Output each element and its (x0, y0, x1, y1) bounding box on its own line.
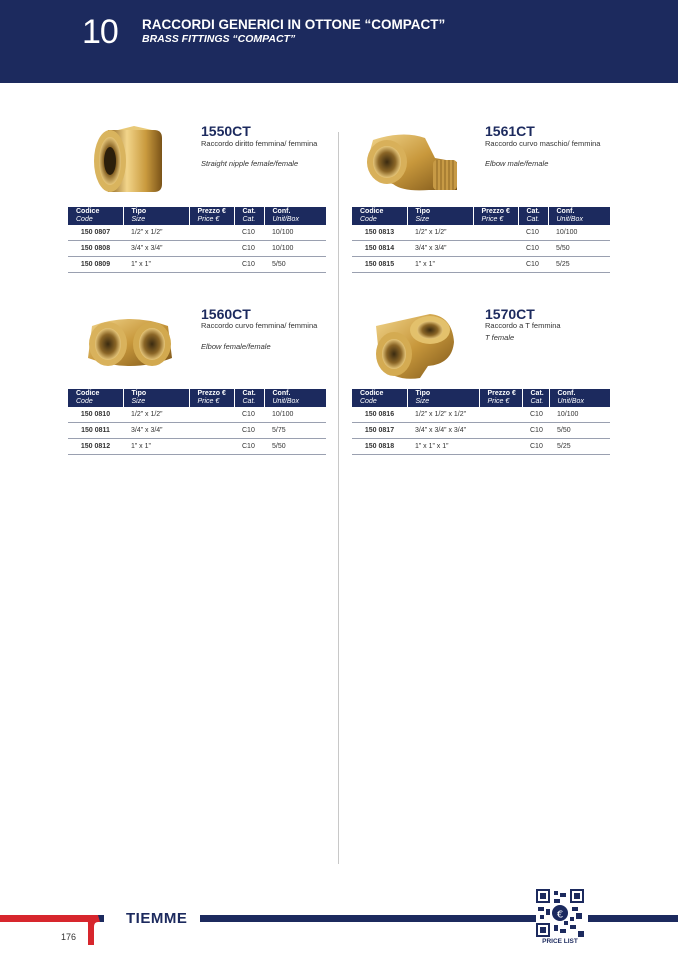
cell-cat: C10 (522, 439, 549, 455)
product-code: 1550CT (201, 123, 251, 139)
cell-size: 3/4” x 3/4” x 3/4” (407, 423, 479, 439)
cell-code: 150 0811 (68, 423, 123, 439)
cell-cat: C10 (518, 257, 548, 273)
chapter-title-it: RACCORDI GENERICI IN OTTONE “COMPACT” (142, 17, 446, 32)
col-size-header: Tipo Size (407, 207, 473, 225)
cell-cat: C10 (234, 257, 264, 273)
price-list-label: PRICE LIST (542, 938, 578, 945)
product-description-it: Raccordo curvo maschio/ femmina (485, 139, 601, 148)
cell-price (189, 241, 234, 257)
table-row (352, 225, 610, 241)
cell-code: 150 0816 (352, 407, 407, 423)
cell-price (189, 257, 234, 273)
cell-code: 150 0809 (68, 257, 123, 273)
cell-cat: C10 (518, 241, 548, 257)
cell-size: 3/4” x 3/4” (123, 423, 189, 439)
product-code: 1561CT (485, 123, 535, 139)
cell-cat: C10 (234, 225, 264, 241)
cell-box: 10/100 (264, 407, 326, 423)
chapter-title-en: BRASS FITTINGS “COMPACT” (142, 33, 296, 45)
cell-box: 5/50 (549, 423, 610, 439)
cell-price (473, 225, 518, 241)
product-description-it: Raccordo curvo femmina/ femmina (201, 321, 318, 330)
table-row (352, 423, 610, 439)
footer-curve-decoration (86, 915, 104, 945)
product-table (352, 207, 610, 273)
cell-box: 10/100 (264, 241, 326, 257)
cell-size: 3/4” x 3/4” (407, 241, 473, 257)
svg-text:€: € (556, 909, 564, 921)
col-price-header: Prezzo € Price € (189, 389, 234, 407)
col-cat-header: Cat. Cat. (234, 389, 264, 407)
table-row (68, 423, 326, 439)
cell-cat: C10 (522, 407, 549, 423)
brass-elbow-male-female-image (363, 128, 461, 196)
cell-size: 1/2” x 1/2” (407, 225, 473, 241)
table-row (68, 257, 326, 273)
col-size-header: Tipo Size (123, 207, 189, 225)
col-cat-header: Cat. Cat. (234, 207, 264, 225)
cell-price (473, 241, 518, 257)
cell-price (473, 257, 518, 273)
column-divider (338, 132, 339, 864)
cell-cat: C10 (234, 241, 264, 257)
cell-code: 150 0814 (352, 241, 407, 257)
col-cat-header: Cat. Cat. (522, 389, 549, 407)
brand-logo: TIEMME (126, 910, 188, 927)
cell-code: 150 0815 (352, 257, 407, 273)
cell-box: 5/50 (264, 257, 326, 273)
product-table (68, 389, 326, 455)
cell-price (189, 225, 234, 241)
chapter-header (0, 0, 678, 83)
cell-code: 150 0810 (68, 407, 123, 423)
cell-price (189, 407, 234, 423)
table-row (352, 407, 610, 423)
cell-cat: C10 (518, 225, 548, 241)
col-size-header: Tipo Size (407, 389, 479, 407)
cell-box: 10/100 (549, 407, 610, 423)
cell-size: 1/2” x 1/2” (123, 225, 189, 241)
product-table (352, 389, 610, 455)
cell-price (479, 423, 522, 439)
brass-elbow-female-female-image (84, 312, 176, 374)
col-cat-header: Cat. Cat. (518, 207, 548, 225)
cell-size: 1/2” x 1/2” (123, 407, 189, 423)
footer-red-band (0, 915, 88, 922)
table-row (352, 257, 610, 273)
table-row (68, 241, 326, 257)
product-table (68, 207, 326, 273)
product-description-en: Elbow male/female (485, 159, 549, 168)
cell-size: 1” x 1” x 1” (407, 439, 479, 455)
table-row (352, 241, 610, 257)
page-number: 176 (61, 932, 77, 942)
qr-code-icon[interactable] (536, 889, 584, 937)
table-row (68, 407, 326, 423)
cell-price (189, 439, 234, 455)
cell-code: 150 0807 (68, 225, 123, 241)
cell-box: 5/25 (548, 257, 610, 273)
cell-price (479, 407, 522, 423)
product-description-en: Elbow female/female (201, 342, 271, 351)
cell-box: 5/75 (264, 423, 326, 439)
col-size-header: Tipo Size (123, 389, 189, 407)
product-description-it: Raccordo a T femmina (485, 321, 561, 330)
cell-price (479, 439, 522, 455)
cell-cat: C10 (234, 423, 264, 439)
col-box-header: Conf. Unit/Box (264, 389, 326, 407)
col-code-header: Codice Code (68, 389, 123, 407)
cell-box: 5/50 (548, 241, 610, 257)
product-code: 1570CT (485, 306, 535, 322)
footer-blue-band-right (588, 915, 678, 922)
col-code-header: Codice Code (352, 207, 407, 225)
cell-cat: C10 (522, 423, 549, 439)
cell-size: 1/2” x 1/2” x 1/2” (407, 407, 479, 423)
col-price-header: Prezzo € Price € (479, 389, 522, 407)
cell-cat: C10 (234, 407, 264, 423)
cell-box: 10/100 (548, 225, 610, 241)
col-price-header: Prezzo € Price € (473, 207, 518, 225)
col-code-header: Codice Code (68, 207, 123, 225)
col-box-header: Conf. Unit/Box (549, 389, 610, 407)
product-code: 1560CT (201, 306, 251, 322)
product-description-en: Straight nipple female/female (201, 159, 299, 168)
table-row (352, 439, 610, 455)
cell-cat: C10 (234, 439, 264, 455)
cell-code: 150 0818 (352, 439, 407, 455)
col-box-header: Conf. Unit/Box (264, 207, 326, 225)
cell-price (189, 423, 234, 439)
cell-box: 5/25 (549, 439, 610, 455)
cell-code: 150 0813 (352, 225, 407, 241)
table-row (68, 225, 326, 241)
product-description-en: T female (485, 333, 515, 342)
col-price-header: Prezzo € Price € (189, 207, 234, 225)
cell-size: 1” x 1” (123, 439, 189, 455)
product-description-it: Raccordo diritto femmina/ femmina (201, 139, 318, 148)
brass-tee-female-image (368, 306, 460, 382)
cell-size: 3/4” x 3/4” (123, 241, 189, 257)
cell-code: 150 0817 (352, 423, 407, 439)
cell-box: 10/100 (264, 225, 326, 241)
brass-straight-nipple-image (88, 122, 176, 200)
cell-code: 150 0808 (68, 241, 123, 257)
col-code-header: Codice Code (352, 389, 407, 407)
cell-size: 1” x 1” (123, 257, 189, 273)
col-box-header: Conf. Unit/Box (548, 207, 610, 225)
table-row (68, 439, 326, 455)
cell-box: 5/50 (264, 439, 326, 455)
footer-blue-band (200, 915, 536, 922)
chapter-number: 10 (82, 13, 118, 51)
cell-size: 1” x 1” (407, 257, 473, 273)
cell-code: 150 0812 (68, 439, 123, 455)
